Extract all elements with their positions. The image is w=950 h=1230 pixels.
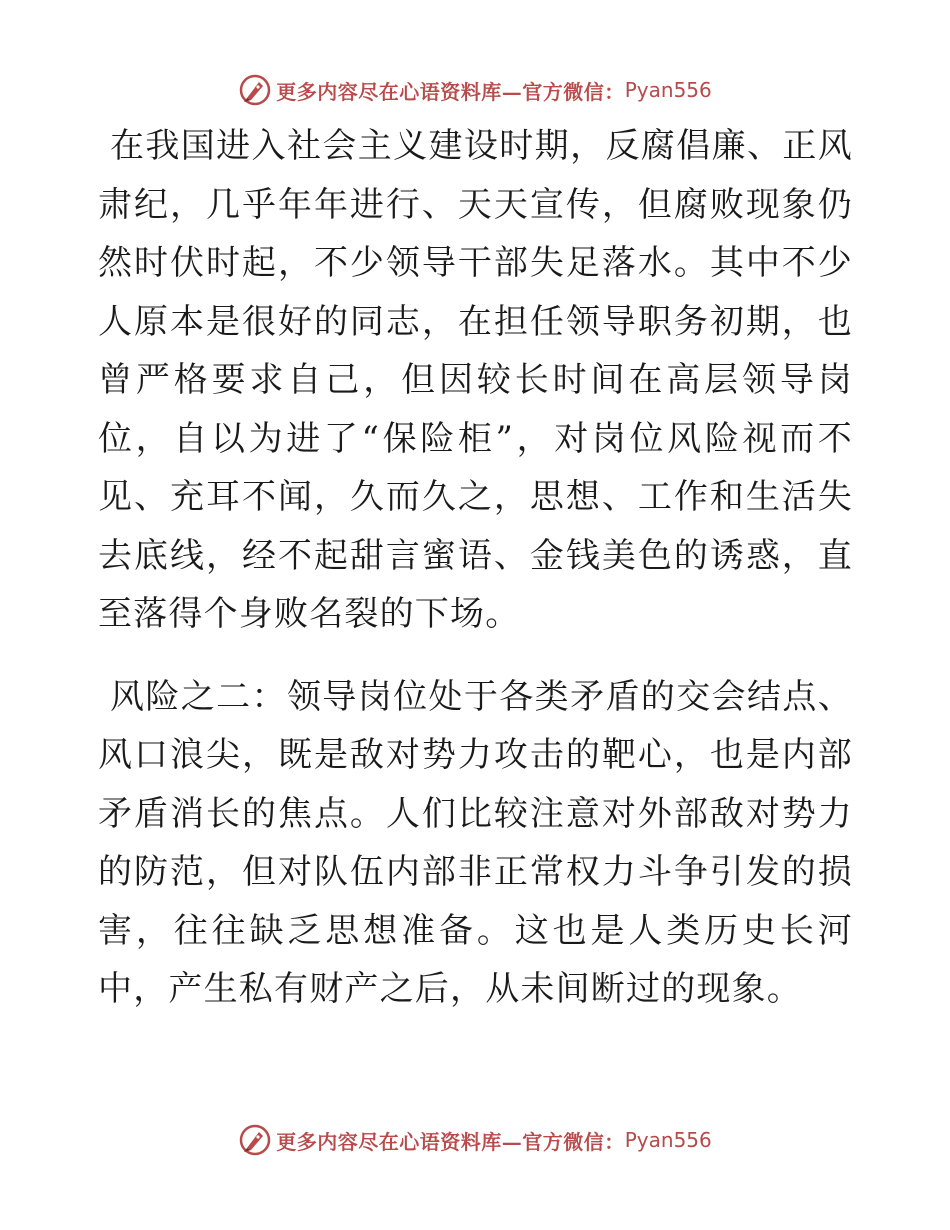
document-body [98, 117, 853, 1019]
pen-nib-logo-icon [238, 1123, 272, 1157]
paragraph-2: 风险之二：领导岗位处于各类矛盾的交会结点、风口浪尖，既是敌对势力攻击的靶心，也是内部矛盾消长的焦点。人们比较注意对外部敌对势力的防范，但对队伍内部非正常权力斗争引发的损害，往往缺乏思想准备。这也是人类历史长河中，产生私有财产之后，从未间断过的现象。 [98, 676, 853, 1009]
banner-wechat-id: Pyan556 [624, 78, 712, 102]
paragraph-1: 在我国进入社会主义建设时期，反腐倡廉、正风肃纪，几乎年年进行、天天宣传，但腐败现象仍然时伏时起，不少领导干部失足落水。其中不少人原本是很好的同志，在担任领导职务初期，也曾严格要求自己，但因较长时间在高层领导岗位，自以为进了“保险柜”，对岗位风险视而不见、充耳不闻，久而久之，思想、工作和生活失去底线，经不起甜言蜜语、金钱美色的诱惑，直至落得个身败名裂的下场。 [98, 126, 853, 634]
header-watermark-banner [0, 70, 950, 110]
footer-watermark-banner [0, 1120, 950, 1160]
pen-nib-logo-icon [238, 73, 272, 107]
banner-text: 更多内容尽在心语资料库—官方微信： [276, 79, 625, 104]
banner-wechat-id: Pyan556 [624, 1128, 712, 1152]
banner-text: 更多内容尽在心语资料库—官方微信： [276, 1129, 625, 1154]
